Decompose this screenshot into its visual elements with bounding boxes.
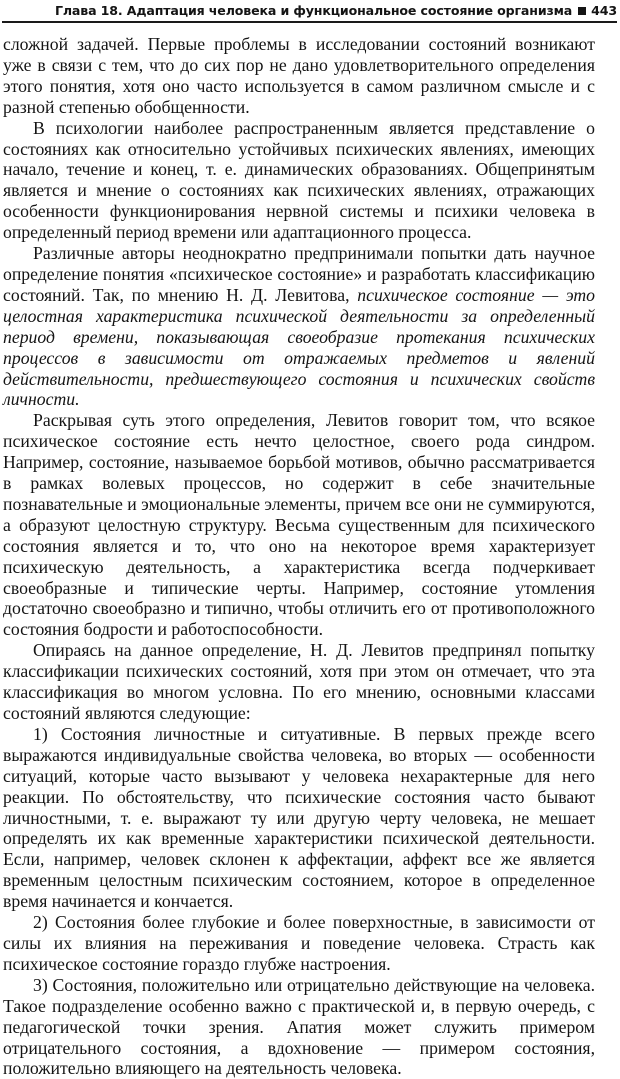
square-bullet-icon xyxy=(578,7,586,15)
page-body xyxy=(3,34,595,1079)
list-item-2: 2) Состояния более глубокие и более поверхностные, в зависимости от силы их влияния на переживания и поведение человека. Страсть как психическое состояние гораздо глубже настроения. xyxy=(3,912,595,974)
paragraph-definition-explained: Раскрывая суть этого определения, Левитов говорит том, что всякое психическое состояние есть нечто целостное, своего рода синдром. Например, состояние, называемое борьбой мотивов, обычно рассматривается в рамках волевых процессов, но содержит в себе значительные познавательные и эмоциональные элементы, причем все они не суммируются, а образуют целостную структуру. Весьма существенным для психического состояния является и то, что оно на некоторое время характеризует психическую деятельность, а характеристика всегда подчеркивает своеобразные и типические черты. Например, состояние утомления достаточно своеобразно и типично, чтобы отличить его от противоположного состояния бодрости и работоспособности. xyxy=(3,410,595,640)
italic-definition: психическое состояние — это целостная характеристика психической деятельности за определенный период времени, показывающая своеобразие протекания психических процессов в зависимости от отражаемых предметов и явлений действительности, предшествующего состояния и психических свойств личности. xyxy=(3,284,595,410)
paragraph-classification-intro: Опираясь на данное определение, Н. Д. Левитов предпринял попытку классификации психических состояний, хотя при этом он отмечает, что эта классификация во многом условна. По его мнению, основными классами состояний являются следующие: xyxy=(3,640,595,723)
paragraph-states-definition: В психологии наиболее распространенным является представление о состояниях как относительно устойчивых психических явлениях, имеющих начало, течение и конец, т. е. динамических образованиях. Общепринятым является и мнение о состояниях как психических явлениях, отражающих особенности функционирования нервной системы и психики человека в определенный период времени или адаптационного процесса. xyxy=(3,117,595,243)
page-number: 443 xyxy=(591,3,617,18)
list-item-3: 3) Состояния, положительно или отрицательно действующие на человека. Такое подразделение особенно важно с практической и, в первую очередь, с педагогической точки зрения. Апатия может служить примером отрицательного состояния, а вдохновение — примером состояния, положительно влияющего на деятельность человека. xyxy=(3,974,595,1079)
paragraph-continuation: сложной задачей. Первые проблемы в исследовании состояний возникают уже в связи с тем, что до сих пор не дано удовлетворительного определения этого понятия, хотя оно часто используется в самом различном смысле и с разной степенью обобщенности. xyxy=(3,34,595,117)
running-header xyxy=(2,0,617,23)
paragraph-text: Различные авторы неоднократно предпринимали попытки дать научное определение понятия «психическое состояние» и разработать классификацию состояний. Так, по мнению Н. Д. Левитова, xyxy=(3,243,595,305)
list-item-1: 1) Состояния личностные и ситуативные. В первых прежде всего выражаются индивидуальные свойства человека, во вторых — особенности ситуаций, которые часто вызывают у человека нехарактерные для него реакции. По обстоятельству, что психические состояния часто бывают личностными, т. е. выражают ту или другую черту человека, не мешает определять их как временные характеристики психической деятельности. Если, например, человек склонен к аффектации, аффект все же является временным целостным психическим состоянием, которое в определенное время начинается и кончается. xyxy=(3,723,595,912)
chapter-title: Глава 18. Адаптация человека и функциональное состояние организма xyxy=(54,3,573,18)
paragraph-levitov-definition xyxy=(3,243,595,410)
